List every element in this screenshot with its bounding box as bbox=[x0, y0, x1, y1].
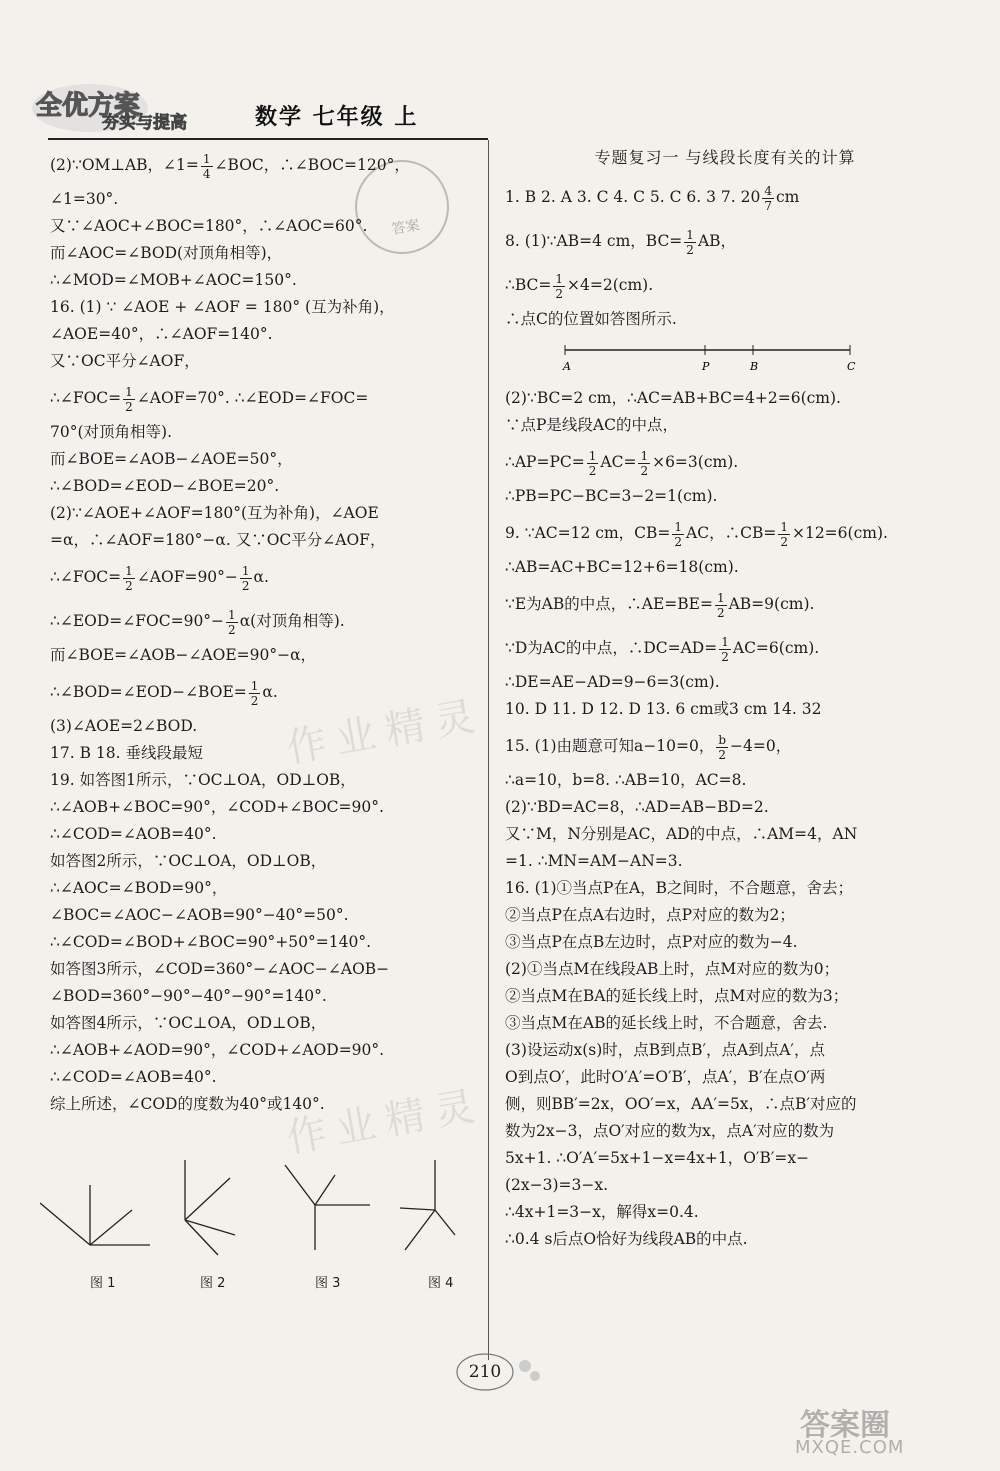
left-column bbox=[50, 145, 480, 1121]
corner-url: MXQE.COM bbox=[795, 1437, 905, 1458]
watermark: 作业精灵 bbox=[283, 691, 489, 772]
text-line: 16. (1)①当点P在A，B之间时，不合题意，舍去； bbox=[505, 879, 854, 897]
text-line: 1. B 2. A 3. C 4. C 5. C 6. 3 7. 20 $\frac{4}{7}$ cm bbox=[505, 183, 800, 213]
text-line: O到点O′，此时O′A′=O′B′，点A′，B′在点O′两 bbox=[505, 1068, 826, 1086]
page-title: 数学 七年级 上 bbox=[255, 105, 419, 130]
text-line: ∠BOD=360°−90°−40°−90°=140°. bbox=[50, 987, 327, 1005]
text-line: =1. ∴MN=AM−AN=3. bbox=[505, 852, 683, 870]
svg-text:B: B bbox=[750, 360, 759, 373]
text-line: ∵D为AC的中点，∴DC=AD= $\frac{1}{2}$ AC=6(cm). bbox=[505, 634, 820, 664]
text-line: ∠BOC=∠AOC−∠AOB=90°−40°=50°. bbox=[50, 906, 349, 924]
text-line: 又∵OC平分∠AOF， bbox=[50, 352, 200, 370]
watermark: 作业精灵 bbox=[283, 1081, 489, 1162]
svg-text:C: C bbox=[847, 360, 856, 373]
column-divider bbox=[488, 140, 489, 1360]
text-line: ∴∠AOB+∠BOC=90°，∠COD+∠BOC=90°. bbox=[50, 798, 384, 816]
text-line: ∴∠BOD=∠EOD−∠BOE= $\frac{1}{2}$ α. bbox=[50, 678, 278, 708]
text-line: ∠AOE=40°，∴∠AOF=140°. bbox=[50, 325, 273, 343]
fraction: $\frac{4}{7}$ bbox=[764, 183, 772, 213]
text-line: (3)设运动x(s)时，点B到点B′，点A到点A′，点 bbox=[505, 1041, 825, 1059]
text-line: ∴0.4 s后点O恰好为线段AB的中点. bbox=[505, 1230, 748, 1248]
figure-caption: 图 3 bbox=[315, 1276, 341, 1291]
fraction: $\frac{b}{2}$ bbox=[718, 732, 727, 762]
fraction: $\frac{1}{2}$ bbox=[674, 519, 683, 549]
text-line: 又∵∠AOC+∠BOC=180°，∴∠AOC=60°. bbox=[50, 217, 368, 235]
logo-line2: 夯实与提高 bbox=[102, 113, 187, 133]
text-line: ∴∠AOC=∠BOD=90°， bbox=[50, 879, 228, 897]
text-line: ③当点P在点B左边时，点P对应的数为−4. bbox=[505, 933, 798, 951]
text-line: 而∠AOC=∠BOD(对顶角相等)， bbox=[50, 244, 283, 262]
fraction: $\frac{1}{4}$ bbox=[202, 151, 211, 181]
text-line: ∴PB=PC−BC=3−2=1(cm). bbox=[505, 487, 718, 505]
text-line: ∴∠AOB+∠AOD=90°，∠COD+∠AOD=90°. bbox=[50, 1041, 385, 1059]
text-line: ∴a=10，b=8. ∴AB=10，AC=8. bbox=[505, 771, 747, 789]
stamp-text: 答案 bbox=[390, 217, 421, 238]
fraction: $\frac{1}{2}$ bbox=[780, 519, 788, 549]
text-line: 10. D 11. D 12. D 13. 6 cm或3 cm 14. 32 bbox=[505, 700, 822, 718]
text-line: ∵点P是线段AC的中点， bbox=[505, 416, 678, 434]
fraction: $\frac{1}{2}$ bbox=[125, 563, 133, 593]
text-line: ∠1=30°. bbox=[50, 190, 119, 208]
text-line: (2x−3)=3−x. bbox=[505, 1176, 609, 1194]
text-line: (2)∵OM⊥AB，∠1= $\frac{1}{4}$ ∠BOC，∴∠BOC=120°， bbox=[50, 151, 410, 181]
text-line: =α，∴∠AOF=180°−α. 又∵OC平分∠AOF， bbox=[50, 531, 386, 549]
figure-caption: 图 2 bbox=[200, 1276, 226, 1291]
figure-caption: 图 1 bbox=[90, 1276, 116, 1291]
text-line: 19. 如答图1所示，∵OC⊥OA，OD⊥OB， bbox=[50, 771, 356, 789]
text-line: 又∵M，N分别是AC，AD的中点，∴AM=4，AN bbox=[505, 825, 858, 843]
section-title: 专题复习一 与线段长度有关的计算 bbox=[594, 148, 856, 167]
text-line: 70°(对顶角相等). bbox=[50, 423, 172, 441]
text-line: ∴AB=AC+BC=12+6=18(cm). bbox=[505, 558, 739, 576]
fraction: $\frac{1}{2}$ bbox=[640, 448, 649, 478]
text-line: ∴AP=PC= $\frac{1}{2}$ AC= $\frac{1}{2}$ ×6=3(cm). bbox=[505, 448, 739, 478]
fraction: $\frac{1}{2}$ bbox=[555, 271, 564, 301]
fraction: $\frac{1}{2}$ bbox=[228, 607, 236, 637]
header-rule bbox=[48, 138, 488, 140]
text-line: ②当点M在BA的延长线上时，点M对应的数为3； bbox=[505, 987, 849, 1005]
text-line: ∴∠BOD=∠EOD−∠BOE=20°. bbox=[50, 477, 280, 495]
text-line: ∴点C的位置如答图所示. bbox=[505, 310, 677, 328]
text-line: ∴DE=AE−AD=9−6=3(cm). bbox=[505, 673, 720, 691]
logo-line1: 全优方案 bbox=[36, 91, 141, 121]
fraction: $\frac{1}{2}$ bbox=[721, 634, 729, 664]
page-number-badge bbox=[455, 1352, 545, 1404]
text-line: ∴∠FOC= $\frac{1}{2}$ ∠AOF=70°. ∴∠EOD=∠FOC= bbox=[50, 384, 369, 414]
svg-text:P: P bbox=[702, 360, 710, 373]
corner-watermark: 答案圈 bbox=[800, 1408, 890, 1443]
fraction: $\frac{1}{2}$ bbox=[241, 563, 250, 593]
text-line: ∵E为AB的中点，∴AE=BE= $\frac{1}{2}$ AB=9(cm). bbox=[505, 590, 815, 620]
segment-diagram bbox=[505, 336, 945, 376]
text-line: 8. (1)∵AB=4 cm，BC= $\frac{1}{2}$ AB， bbox=[505, 227, 737, 257]
text-line: ∴∠COD=∠BOD+∠BOC=90°+50°=140°. bbox=[50, 933, 372, 951]
text-line: 数为2x−3，点O′对应的数为x，点A′对应的数为 bbox=[505, 1122, 835, 1140]
text-line: ∴∠MOD=∠MOB+∠AOC=150°. bbox=[50, 271, 297, 289]
text-line: 17. B 18. 垂线段最短 bbox=[50, 744, 203, 762]
text-line: ②当点P在点A右边时，点P对应的数为2； bbox=[505, 906, 795, 924]
fraction: $\frac{1}{2}$ bbox=[250, 678, 259, 708]
text-line: 16. (1) ∵ ∠AOE + ∠AOF = 180° (互为补角)， bbox=[50, 298, 395, 316]
text-line: (2)∵∠AOE+∠AOF=180°(互为补角)，∠AOE bbox=[50, 504, 379, 522]
angle-figures bbox=[40, 1140, 480, 1260]
figure-captions bbox=[40, 1272, 480, 1294]
text-line: 如答图4所示，∵OC⊥OA，OD⊥OB， bbox=[50, 1014, 327, 1032]
text-line: ∴4x+1=3−x，解得x=0.4. bbox=[505, 1203, 699, 1221]
text-line: (2)∵BC=2 cm，∴AC=AB+BC=4+2=6(cm). bbox=[505, 389, 841, 407]
right-column bbox=[505, 145, 945, 1256]
text-line: (3)∠AOE=2∠BOD. bbox=[50, 717, 198, 735]
brand-logo bbox=[30, 78, 230, 134]
text-line: 如答图2所示，∵OC⊥OA，OD⊥OB， bbox=[50, 852, 327, 870]
text-line: 而∠BOE=∠AOB−∠AOE=90°−α， bbox=[50, 646, 317, 664]
text-line: 15. (1)由题意可知a−10=0， $\frac{b}{2}$ −4=0， bbox=[505, 732, 792, 762]
page-number: 210 bbox=[468, 1362, 502, 1382]
text-line: ∴∠FOC= $\frac{1}{2}$ ∠AOF=90°− $\frac{1}{2}$ α. bbox=[50, 563, 269, 593]
text-line: (2)∵BD=AC=8，∴AD=AB−BD=2. bbox=[505, 798, 769, 816]
text-line: ③当点M在AB的延长线上时，不合题意，舍去. bbox=[505, 1014, 828, 1032]
text-line: 5x+1. ∴O′A′=5x+1−x=4x+1，O′B′=x− bbox=[505, 1149, 810, 1167]
svg-text:A: A bbox=[563, 360, 571, 373]
fraction: $\frac{1}{2}$ bbox=[686, 227, 694, 257]
text-line: ∴∠EOD=∠FOC=90°− $\frac{1}{2}$ α(对顶角相等). bbox=[50, 607, 345, 637]
text-line: 侧，则BB′=2x，OO′=x，AA′=5x，∴点B′对应的 bbox=[505, 1095, 857, 1113]
text-line: ∴BC= $\frac{1}{2}$ ×4=2(cm). bbox=[505, 271, 654, 301]
text-line: 如答图3所示，∠COD=360°−∠AOC−∠AOB− bbox=[50, 960, 390, 978]
fraction: $\frac{1}{2}$ bbox=[716, 590, 725, 620]
figure-caption: 图 4 bbox=[428, 1276, 454, 1291]
text-line: (2)①当点M在线段AB上时，点M对应的数为0； bbox=[505, 960, 840, 978]
text-line: 而∠BOE=∠AOB−∠AOE=50°， bbox=[50, 450, 293, 468]
fraction: $\frac{1}{2}$ bbox=[588, 448, 597, 478]
text-line: 9. ∵AC=12 cm，CB= $\frac{1}{2}$ AC，∴CB= $\frac{1}{2}$ ×12=6(cm). bbox=[505, 519, 888, 549]
text-line: ∴∠COD=∠AOB=40°. bbox=[50, 1068, 217, 1086]
fraction: $\frac{1}{2}$ bbox=[125, 384, 133, 414]
text-line: ∴∠COD=∠AOB=40°. bbox=[50, 825, 217, 843]
text-line: 综上所述，∠COD的度数为40°或140°. bbox=[50, 1095, 325, 1113]
